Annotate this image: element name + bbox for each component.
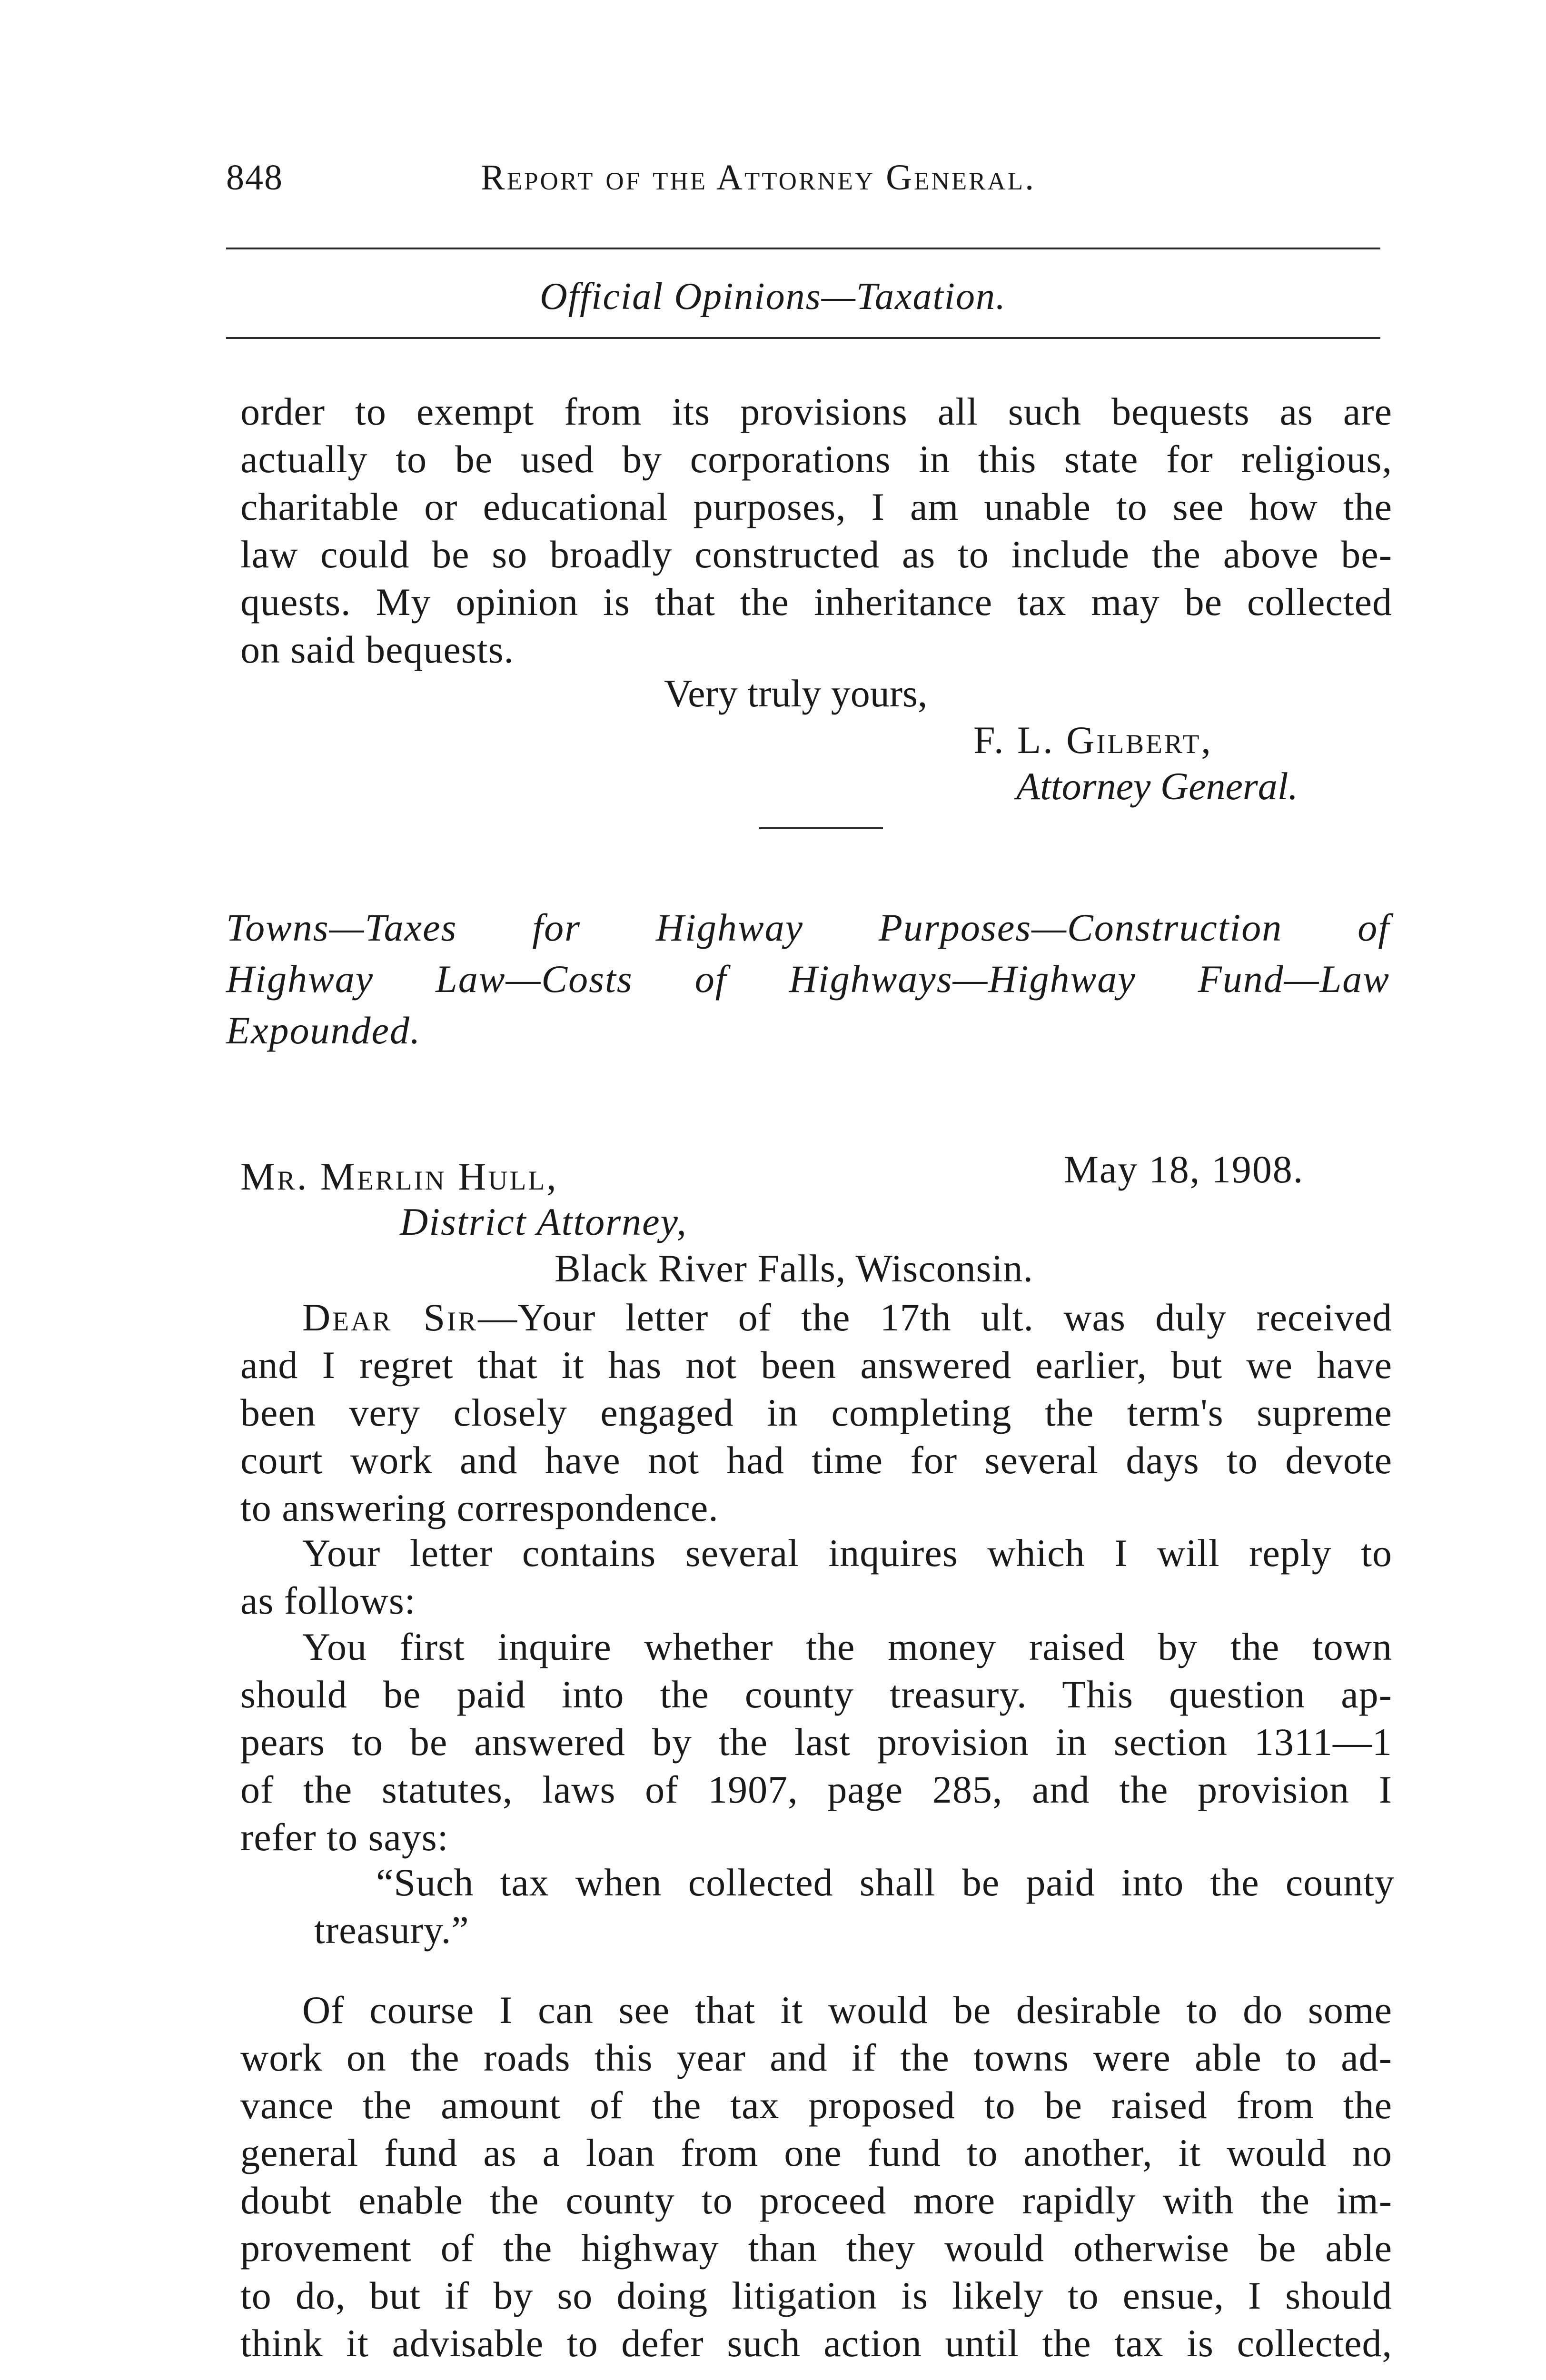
- text-line: You first inquire whether the money raised by the town: [302, 1625, 1392, 1668]
- text-line: to do, but if by so doing litigation is likely to ensue, I should: [240, 2274, 1392, 2317]
- page-number: 848: [226, 158, 283, 198]
- signature-name: [973, 718, 1213, 763]
- text-line: of the statutes, laws of 1907, page 285, and the provision I: [240, 1768, 1392, 1811]
- quote-line: treasury.”: [314, 1908, 469, 1952]
- text-line: general fund as a loan from one fund to another, it would no: [240, 2131, 1392, 2174]
- text-line: law could be so broadly constructed as to include the above be-: [240, 533, 1392, 576]
- text-line: Your letter contains several inquires which I will reply to: [302, 1531, 1392, 1575]
- section-title: Official Opinions—Taxation.: [539, 276, 1006, 317]
- text-line: been very closely engaged in completing the term's supreme: [240, 1391, 1392, 1434]
- text-line: should be paid into the county treasury. This question ap-: [240, 1673, 1392, 1716]
- text-line: doubt enable the county to proceed more rapidly with the im-: [240, 2179, 1392, 2222]
- heading-line: Towns—Taxes for Highway Purposes—Construction of: [226, 906, 1390, 949]
- closing-salutation: Very truly yours,: [664, 672, 928, 715]
- text-line: think it advisable to defer such action until the tax is collected,: [240, 2321, 1392, 2365]
- letter-paragraph-1: [240, 1294, 1392, 1532]
- text-line: [240, 1294, 1392, 1341]
- letter-paragraph-4: [240, 1986, 1392, 2367]
- signature-name-text: F. L. Gilbert,: [973, 718, 1213, 762]
- text-line: actually to be used by corporations in this state for religious,: [240, 437, 1392, 481]
- signature-title: Attorney General.: [1016, 764, 1298, 808]
- text-line: and I regret that it has not been answered earlier, but we have: [240, 1343, 1392, 1387]
- running-title: Report of the Attorney General.: [481, 158, 1036, 198]
- text-line: charitable or educational purposes, I am unable to see how the: [240, 485, 1392, 528]
- text-line: work on the roads this year and if the towns were able to ad-: [240, 2036, 1392, 2079]
- text-line: Of course I can see that it would be desirable to do some: [302, 1988, 1392, 2032]
- letter-paragraph-3: [240, 1623, 1392, 1861]
- letter-paragraph-2: [240, 1529, 1392, 1625]
- section-rule: [226, 337, 1380, 339]
- text-line: vance the amount of the tax proposed to be raised from the: [240, 2083, 1392, 2127]
- text-line-rest: —Your letter of the 17th ult. was duly received: [478, 1296, 1392, 1339]
- greeting: Dear Sir: [302, 1296, 478, 1339]
- text-line: quests. My opinion is that the inheritance tax may be collected: [240, 580, 1392, 624]
- letter-date: May 18, 1908.: [1064, 1148, 1304, 1191]
- recipient-name: Mr. Merlin Hull,: [240, 1155, 558, 1198]
- heading-line: Expounded.: [226, 1009, 421, 1052]
- opinion-heading: [226, 902, 1390, 1056]
- text-line: on said bequests.: [240, 628, 514, 671]
- text-line: order to exempt from its provisions all such bequests as are: [240, 390, 1392, 433]
- text-line: pears to be answered by the last provision in section 1311—1: [240, 1720, 1392, 1764]
- text-line: refer to says:: [240, 1815, 449, 1859]
- recipient-location: Black River Falls, Wisconsin.: [555, 1247, 1033, 1290]
- heading-line: Highway Law—Costs of Highways—Highway Fund—Law: [226, 957, 1390, 1001]
- text-line: to answering correspondence.: [240, 1486, 719, 1529]
- text-line: as follows:: [240, 1579, 416, 1622]
- opening-paragraph: [240, 388, 1392, 674]
- quote-line: “Such tax when collected shall be paid into the county: [376, 1861, 1395, 1904]
- statute-quote: [314, 1859, 1395, 1954]
- recipient-office: District Attorney,: [400, 1200, 687, 1243]
- text-line: provement of the highway than they would otherwise be able: [240, 2226, 1392, 2270]
- top-rule: [226, 248, 1380, 249]
- section-divider: [759, 827, 883, 829]
- text-line: court work and have not had time for several days to devote: [240, 1438, 1392, 1482]
